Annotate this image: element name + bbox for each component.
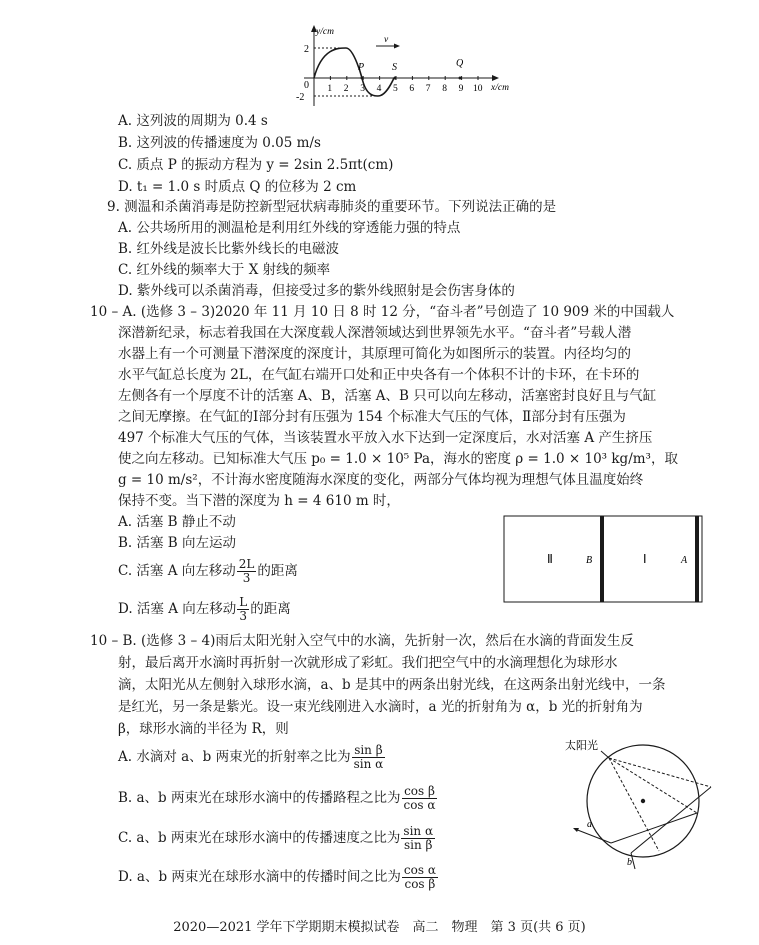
y-tick-neg2: -2 bbox=[296, 92, 305, 103]
q9-option-b: B. 红外线是波长比紫外线长的电磁波 bbox=[118, 241, 340, 257]
x-tick-label: 4 bbox=[376, 84, 382, 94]
x-tick-label: 6 bbox=[409, 84, 415, 94]
label-Q: Q bbox=[456, 58, 464, 69]
q10a-line-9: g = 10 m/s²，不计海水密度随海水深度的变化，两部分气体均视为理想气体且温度始终 bbox=[118, 472, 644, 488]
velocity-label: v bbox=[384, 35, 389, 45]
q10a-option-d: D. 活塞 A 向左移动 $\frac{L}{3}$ 的距离 bbox=[118, 595, 291, 623]
wave-curve bbox=[314, 48, 394, 96]
cylinder-figure bbox=[503, 515, 703, 603]
label-part2: Ⅱ bbox=[547, 552, 553, 566]
q8-option-d: D. t₁ = 1.0 s 时质点 Q 的位移为 2 cm bbox=[118, 179, 357, 195]
label-A: A bbox=[681, 555, 688, 566]
q10a-option-a: A. 活塞 B 静止不动 bbox=[118, 514, 236, 530]
x-tick-label: 8 bbox=[442, 84, 447, 94]
q10b-line-2: 射，最后离开水滴时再折射一次就形成了彩虹。我们把空气中的水滴理想化为球形水 bbox=[118, 655, 618, 671]
q10b-line-4: 是红光，另一条是紫光。设一束光线刚进入水滴时，a 光的折射角为 α，b 光的折射角为 bbox=[118, 699, 643, 715]
point-S bbox=[394, 77, 397, 80]
q10a-line-6: 之间无摩擦。在气缸的Ⅰ部分封有压强为 154 个标准大气压的气体，Ⅱ部分封有压强为 bbox=[118, 409, 626, 425]
incident-ray bbox=[601, 751, 609, 758]
q10a-line-7: 497 个标准大气压的气体，当该装置水平放入水下达到一定深度后，水对活塞 A 产生挤压 bbox=[118, 430, 653, 446]
center-dot bbox=[641, 799, 645, 803]
piston-A bbox=[695, 516, 699, 602]
sun-label: 太阳光 bbox=[565, 740, 598, 752]
q10a-line-5: 左侧各有一个厚度不计的活塞 A、B，活塞 A、B 只可以向左移动，活塞密封良好且与气缸 bbox=[118, 388, 657, 404]
x-tick-label: 5 bbox=[393, 84, 398, 94]
q10a-line-4: 水平气缸总长度为 2L，在气缸右端开口处和正中央各有一个体积不计的卡环，在卡环的 bbox=[118, 367, 640, 383]
piston-B bbox=[600, 516, 604, 602]
q10b-line-5: β，球形水滴的半径为 R，则 bbox=[118, 721, 289, 737]
label-part1: Ⅰ bbox=[643, 552, 647, 566]
q10b-option-b: B. a、b 两束光在球形水滴中的传播路程之比为 $\frac{\text{cos β}}{\text{cos α}}$ bbox=[118, 784, 436, 812]
q10a-line-10: 保持不变。当下潜的深度为 h = 4 610 m 时， bbox=[118, 493, 400, 509]
q10a-option-b: B. 活塞 B 向左运动 bbox=[118, 535, 237, 551]
point-P bbox=[361, 77, 364, 80]
q9-option-d: D. 紫外线可以杀菌消毒，但接受过多的紫外线照射是会伤害身体的 bbox=[118, 283, 515, 299]
y-tick-0: 0 bbox=[304, 80, 309, 91]
x-tick-label: 1 bbox=[327, 84, 333, 94]
x-axis-label: x/cm bbox=[491, 83, 509, 93]
point-Q bbox=[459, 77, 462, 80]
x-tick-label: 7 bbox=[425, 84, 431, 94]
q8-option-c: C. 质点 P 的振动方程为 y = 2sin 2.5πt(cm) bbox=[118, 157, 394, 173]
raindrop-figure bbox=[565, 733, 725, 873]
q10a-line-1: 10 – A. (选修 3 – 3)2020 年 11 月 10 日 8 时 12 分，“奋斗者”号创造了 10 909 米的中国载人 bbox=[90, 304, 675, 320]
label-a: a bbox=[587, 819, 592, 830]
q9-option-a: A. 公共场所用的测温枪是利用红外线的穿透能力强的特点 bbox=[118, 220, 461, 236]
y-axis-label: y/cm bbox=[316, 27, 334, 37]
q10b-option-c: C. a、b 两束光在球形水滴中的传播速度之比为 $\frac{\text{sin α}}{\text{sin β}}$ bbox=[118, 824, 434, 852]
q10a-line-8: 使之向左移动。已知标准大气压 p₀ = 1.0 × 10⁵ Pa，海水的密度 ρ = 1.0 × 10³ kg/m³，取 bbox=[118, 451, 678, 467]
label-B: B bbox=[586, 555, 593, 566]
q10a-line-2: 深潜新纪录，标志着我国在大深度载人深潜领域达到世界领先水平。“奋斗者”号载人潜 bbox=[118, 325, 632, 341]
q10b-line-1: 10 – B. (选修 3 – 4)雨后太阳光射入空气中的水滴，先折射一次，然后在水滴的背面发生反 bbox=[90, 633, 634, 649]
wave-figure bbox=[296, 22, 518, 110]
q10b-line-3: 滴，太阳光从左侧射入球形水滴，a、b 是其中的两条出射光线，在这两条出射光线中，一条 bbox=[118, 677, 666, 693]
x-tick-label: 10 bbox=[473, 84, 483, 94]
ray-b-inside bbox=[631, 787, 711, 853]
q10a-line-3: 水器上有一个可测量下潜深度的深度计，其原理可简化为如图所示的装置。内径均匀的 bbox=[118, 346, 631, 362]
y-tick-2: 2 bbox=[304, 44, 309, 55]
label-P: P bbox=[358, 62, 365, 73]
page-footer: 2020—2021 学年下学期期末模拟试卷 高二 物理 第 3 页(共 6 页) bbox=[173, 920, 586, 935]
q9-stem: 9. 测温和杀菌消毒是防控新型冠状病毒肺炎的重要环节。下列说法正确的是 bbox=[107, 199, 557, 215]
q8-option-a: A. 这列波的周期为 0.4 s bbox=[118, 113, 268, 129]
x-tick-label: 9 bbox=[458, 84, 464, 94]
label-b: b bbox=[627, 857, 632, 868]
ray-a-exit bbox=[575, 829, 611, 843]
q8-option-b: B. 这列波的传播速度为 0.05 m/s bbox=[118, 135, 321, 151]
x-tick-label: 2 bbox=[343, 84, 349, 94]
q10a-option-c: C. 活塞 A 向左移动 $\frac{2L}{3}$ 的距离 bbox=[118, 557, 298, 585]
q9-option-c: C. 红外线的频率大于 X 射线的频率 bbox=[118, 262, 331, 278]
q10b-option-d: D. a、b 两束光在球形水滴中的传播时间之比为 $\frac{\text{cos α}}{\text{cos β}}$ bbox=[118, 863, 436, 891]
q10b-option-a: A. 水滴对 a、b 两束光的折射率之比为 $\frac{\text{sin β}}{\text{sin α}}$ bbox=[118, 743, 384, 771]
x-tick-label: 3 bbox=[360, 84, 365, 94]
label-S: S bbox=[392, 62, 397, 73]
